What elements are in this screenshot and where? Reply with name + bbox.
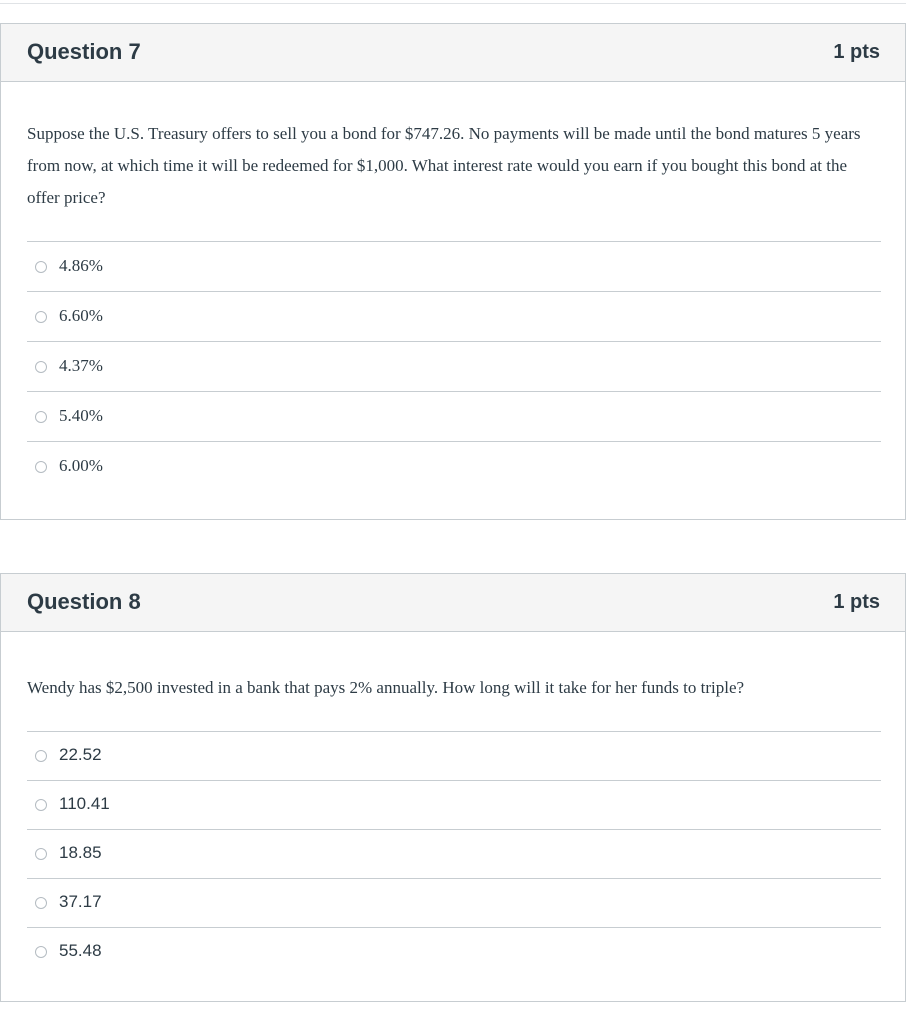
question-header xyxy=(1,24,905,82)
radio-button[interactable] xyxy=(35,361,47,373)
question-text: Wendy has $2,500 invested in a bank that pays 2% annually. How long will it take for her funds to triple? xyxy=(27,678,745,697)
question-header xyxy=(1,574,905,632)
radio-button[interactable] xyxy=(35,799,47,811)
answer-option[interactable] xyxy=(27,442,881,491)
radio-button[interactable] xyxy=(35,946,47,958)
question-8-card xyxy=(0,573,906,1002)
answer-option[interactable] xyxy=(27,879,881,928)
answer-label[interactable]: 6.00% xyxy=(59,456,103,475)
answer-label[interactable]: 5.40% xyxy=(59,406,103,425)
answer-option[interactable] xyxy=(27,830,881,879)
question-text: Suppose the U.S. Treasury offers to sell you a bond for $747.26. No payments will be made until the bond matures 5 years from now, at which time it will be redeemed for $1,000. What interest rate would you earn if you bought this bond at the offer price? xyxy=(27,124,861,207)
radio-button[interactable] xyxy=(35,897,47,909)
radio-button[interactable] xyxy=(35,750,47,762)
question-points: 1 pts xyxy=(833,591,880,613)
answer-label[interactable]: 37.17 xyxy=(59,892,102,911)
answer-option[interactable] xyxy=(27,342,881,392)
answer-option[interactable] xyxy=(27,292,881,342)
top-divider xyxy=(0,3,906,4)
radio-button[interactable] xyxy=(35,311,47,323)
answer-label[interactable]: 22.52 xyxy=(59,745,102,764)
answer-label[interactable]: 18.85 xyxy=(59,843,102,862)
radio-button[interactable] xyxy=(35,461,47,473)
answer-option[interactable] xyxy=(27,732,881,781)
answer-option[interactable] xyxy=(27,392,881,442)
radio-button[interactable] xyxy=(35,848,47,860)
radio-button[interactable] xyxy=(35,411,47,423)
answer-option[interactable] xyxy=(27,928,881,976)
answer-option[interactable] xyxy=(27,781,881,830)
question-points: 1 pts xyxy=(833,41,880,63)
answer-option[interactable] xyxy=(27,242,881,292)
answer-label[interactable]: 55.48 xyxy=(59,941,102,960)
answer-label[interactable]: 6.60% xyxy=(59,306,103,325)
question-title: Question 7 xyxy=(27,39,141,64)
question-title: Question 8 xyxy=(27,589,141,614)
answer-label[interactable]: 4.37% xyxy=(59,356,103,375)
answer-label[interactable]: 110.41 xyxy=(59,794,110,813)
answer-label[interactable]: 4.86% xyxy=(59,256,103,275)
radio-button[interactable] xyxy=(35,261,47,273)
answer-list xyxy=(27,731,881,976)
answer-list xyxy=(27,241,881,491)
question-7-card xyxy=(0,23,906,520)
